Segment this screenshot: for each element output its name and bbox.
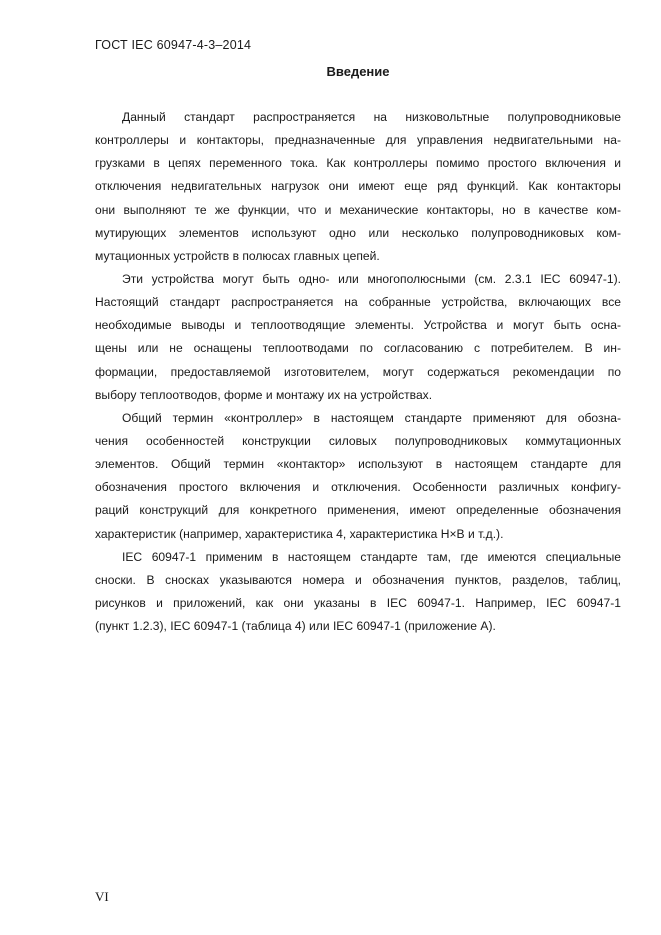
paragraph bbox=[95, 409, 621, 548]
paragraph bbox=[95, 270, 621, 409]
text-line: они выполняют те же функции, что и механические контакторы, но в качестве ком- bbox=[95, 202, 621, 217]
text-line: элементов. Общий термин «контактор» используют в настоящем стандарте для bbox=[95, 457, 621, 472]
text-line: формации, предоставляемой изготовителем, могут содержаться рекомендации по bbox=[95, 364, 621, 379]
text-line: Эти устройства могут быть одно- или многополюсными (см. 2.3.1 IEC 60947-1). bbox=[122, 271, 621, 286]
body-text bbox=[95, 108, 621, 640]
text-line: чения особенностей конструкции силовых полупроводниковых коммутационных bbox=[95, 433, 621, 448]
text-line: выбору теплоотводов, форме и монтажу их на устройствах. bbox=[95, 387, 433, 402]
text-line: обозначения простого включения и отключения. Особенности различных конфигу- bbox=[95, 480, 621, 495]
text-line: характеристик (например, характеристика 4, характеристика H×B и т.д.). bbox=[95, 526, 504, 541]
text-line: рисунков и приложений, как они указаны в IEC 60947-1. Например, IEC 60947-1 bbox=[95, 595, 621, 610]
paragraph bbox=[95, 108, 621, 270]
page-number: VI bbox=[95, 889, 109, 904]
section-title: Введение bbox=[326, 64, 390, 79]
text-line: сноски. В сносках указываются номера и обозначения пунктов, разделов, таблиц, bbox=[95, 572, 621, 587]
text-line: необходимые выводы и теплоотводящие элементы. Устройства и могут быть осна- bbox=[95, 318, 621, 333]
text-line: Общий термин «контроллер» в настоящем стандарте применяют для обозна- bbox=[122, 410, 621, 425]
text-line: контроллеры и контакторы, предназначенные для управления недвигательными на- bbox=[95, 133, 621, 148]
text-line: мутационных устройств в полюсах главных цепей. bbox=[95, 248, 380, 263]
text-line: отключения недвигательных нагрузок они имеют еще ряд функций. Как контакторы bbox=[95, 179, 621, 194]
standard-code: ГОСТ IEC 60947-4-3–2014 bbox=[95, 38, 252, 52]
text-line: щены или не оснащены теплоотводами по согласованию с потребителем. В ин- bbox=[95, 341, 621, 356]
text-line: Настоящий стандарт распространяется на собранные устройства, включающих все bbox=[95, 295, 621, 310]
text-line: грузками в цепях переменного тока. Как контроллеры помимо простого включения и bbox=[95, 156, 621, 171]
text-line: Данный стандарт распространяется на низковольтные полупроводниковые bbox=[122, 110, 621, 124]
text-line: (пункт 1.2.3), IEC 60947-1 (таблица 4) или IEC 60947-1 (приложение А). bbox=[95, 619, 496, 634]
text-line: IEC 60947-1 применим в настоящем стандарте там, где имеются специальные bbox=[122, 549, 621, 564]
paragraph bbox=[95, 548, 621, 641]
text-line: раций конструкций для конкретного применения, имеют определенные обозначения bbox=[95, 503, 621, 518]
text-line: мутирующих элементов используют одно или несколько полупроводниковых ком- bbox=[95, 225, 621, 240]
